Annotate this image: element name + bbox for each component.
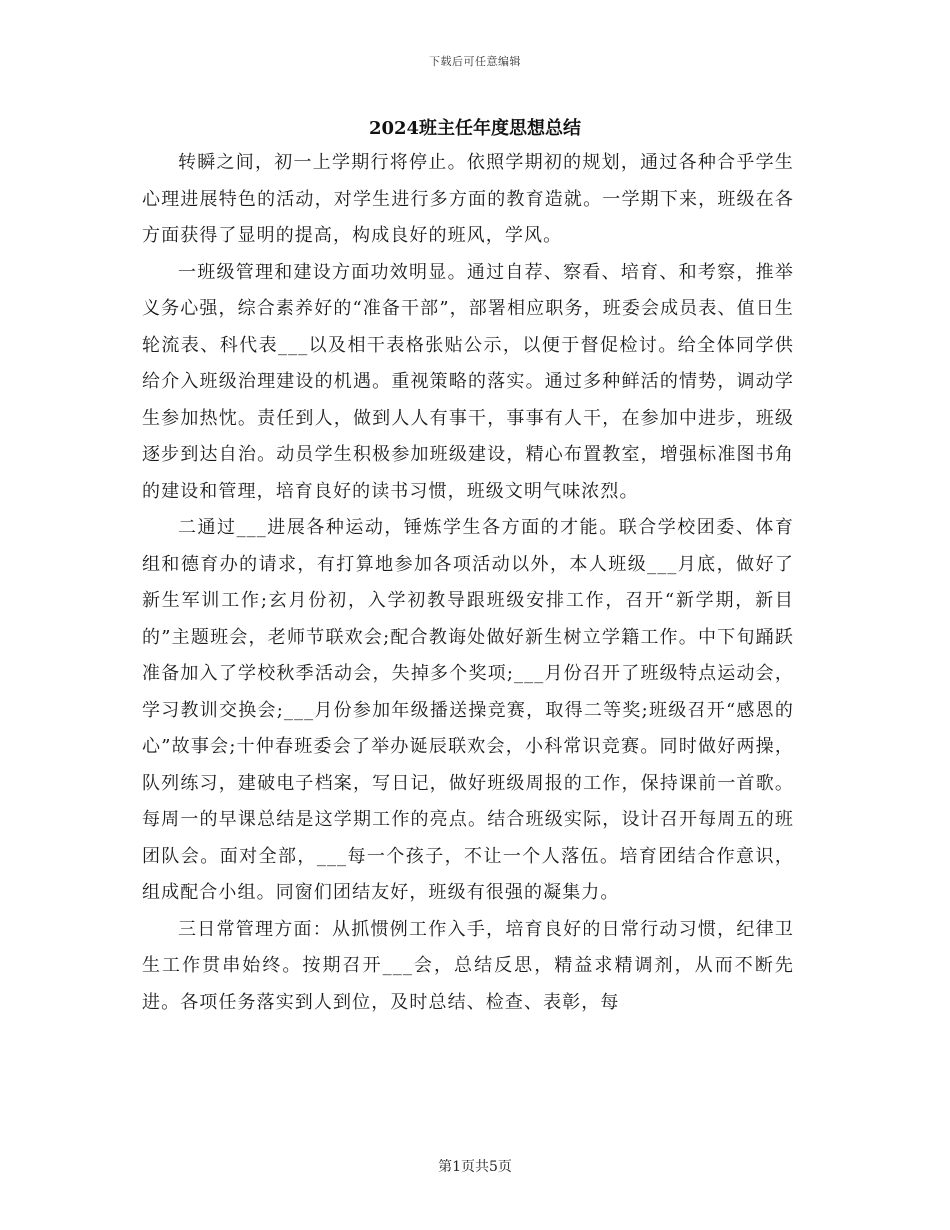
document-body: [142, 145, 794, 1021]
paragraph-activities: 二通过___进展各种运动，锤炼学生各方面的才能。联合学校团委、体育组和德育办的请求，有打算地参加各项活动以外，本人班级___月底，做好了新生军训工作;玄月份初，入学初教导跟班级安排工作，召开“新学期，新目的”主题班会，老师节联欢会;配合教诲处做好新生树立学籍工作。中下旬踊跃准备加入了学校秋季活动会，失掉多个奖项;___月份召开了班级特点运动会，学习教训交换会;___月份参加年级播送操竞赛，取得二等奖;班级召开“感恩的心”故事会;十仲春班委会了举办诞辰联欢会，小科常识竞赛。同时做好两操，队列练习，建破电子档案，写日记，做好班级周报的工作，保持课前一首歌。每周一的早课总结是这学期工作的亮点。结合班级实际，设计召开每周五的班团队会。面对全部，___每一个孩子，不让一个人落伍。培育团结合作意识，组成配合小组。同窗们团结友好，班级有很强的凝集力。: [142, 517, 794, 903]
paragraph-class-management: 一班级管理和建设方面功效明显。通过自荐、察看、培育、和考察，推举义务心强，综合素养好的“准备干部”，部署相应职务，班委会成员表、值日生轮流表、科代表___以及相干表格张贴公示，以便于督促检讨。给全体同学供给介入班级治理建设的机遇。重视策略的落实。通过多种鲜活的情势，调动学生参加热忱。责任到人，做到人人有事干，事事有人干，在参加中进步，班级逐步到达自治。动员学生积极参加班级建设，精心布置教室，增强标准图书角的建设和管理，培育良好的读书习惯，班级文明气味浓烈。: [142, 261, 794, 502]
page-header-note: 下载后可任意编辑: [429, 55, 521, 68]
document-title: 2024班主任年度思想总结: [368, 118, 582, 139]
paragraph-intro: 转瞬之间，初一上学期行将停止。依照学期初的规划，通过各种合乎学生心理进展特色的活动，对学生进行多方面的教育造就。一学期下来，班级在各方面获得了显明的提高，构成良好的班风，学风。: [142, 152, 794, 246]
page-number: 第1页共5页: [438, 1159, 512, 1175]
paragraph-daily-management: 三日常管理方面：从抓惯例工作入手，培育良好的日常行动习惯，纪律卫生工作贯串始终。按期召开___会，总结反思，精益求精调剂，从而不断先进。各项任务落实到人到位，及时总结、检查、表彰，每: [142, 918, 794, 1013]
